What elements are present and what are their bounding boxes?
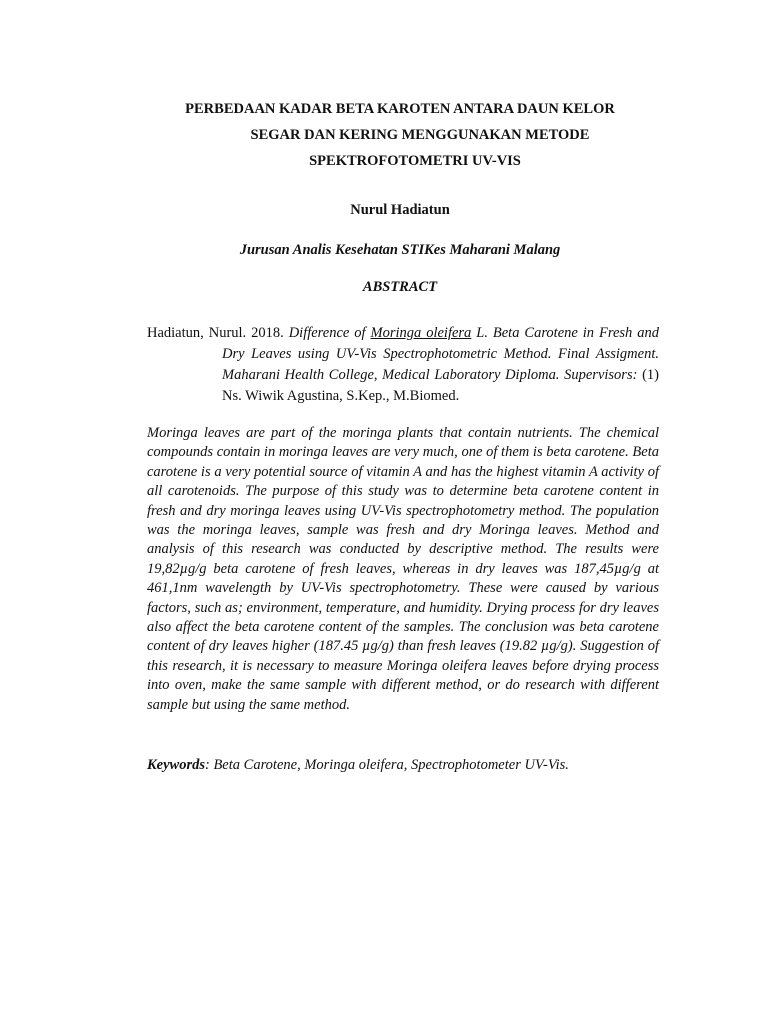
citation-species: Moringa oleifera [370,325,472,341]
author-name: Nurul Hadiatun [350,202,450,218]
citation-title-end: L. Beta Carotene in Fresh and Dry Leaves using UV-Vis Spectrophotometric Method. Final Assigment. Maharani Health College, Medical Laboratory Diploma. [222,325,659,383]
keywords-label: Keywords [147,757,205,773]
citation-supervisors-label: Supervisors: [559,367,638,383]
author-affiliation: Jurusan Analis Kesehatan STIKes Maharani Malang [239,242,561,258]
citation-prefix: Hadiatun, Nurul. 2018. [147,325,289,341]
keywords-text: : Beta Carotene, Moringa oleifera, Spectrophotometer UV-Vis. [205,757,569,773]
abstract-body: Moringa leaves are part of the moringa plants that contain nutrients. The chemical compounds contain in moringa leaves are very much, one of them is beta carotene. Beta carotene is a very potential source of vitamin A and has the highest vitamin A activity of all carotenoids. The purpose of this study was to determine beta carotene content in fresh and dry moringa leaves using UV-Vis spectrophotometry method. The population was the moringa leaves, sample was fresh and dry Moringa leaves. Method and analysis of this research was conducted by descriptive method. The results were 19,82µg/g beta carotene of fresh leaves, whereas in dry leaves was 187,45µg/g at 461,1nm wavelength by UV-Vis spectrophotometry. These were caused by various factors, such as; environment, temperature, and humidity. Drying process for dry leaves also affect the beta carotene content of the samples. The conclusion was beta carotene content of dry leaves higher (187.45 µg/g) than fresh leaves (19.82 µg/g). Suggestion of this research, it is necessary to measure Moringa oleifera leaves before drying process into oven, make the same sample with different method, or do research with different sample but using the same method. [147,425,659,713]
paper-title-line-2: SEGAR DAN KERING MENGGUNAKAN METODE [250,127,590,143]
paper-title-line-3: SPEKTROFOTOMETRI UV-VIS [309,153,521,169]
citation-supervisors: (1) Ns. Wiwik Agustina, S.Kep., M.Biomed. [222,367,659,404]
citation-block [147,323,659,407]
citation-title-start: Difference of [288,325,371,341]
keywords-line [147,757,659,774]
paper-title-line-1: PERBEDAAN KADAR BETA KAROTEN ANTARA DAUN KELOR [185,101,615,117]
abstract-heading: ABSTRACT [362,279,438,295]
